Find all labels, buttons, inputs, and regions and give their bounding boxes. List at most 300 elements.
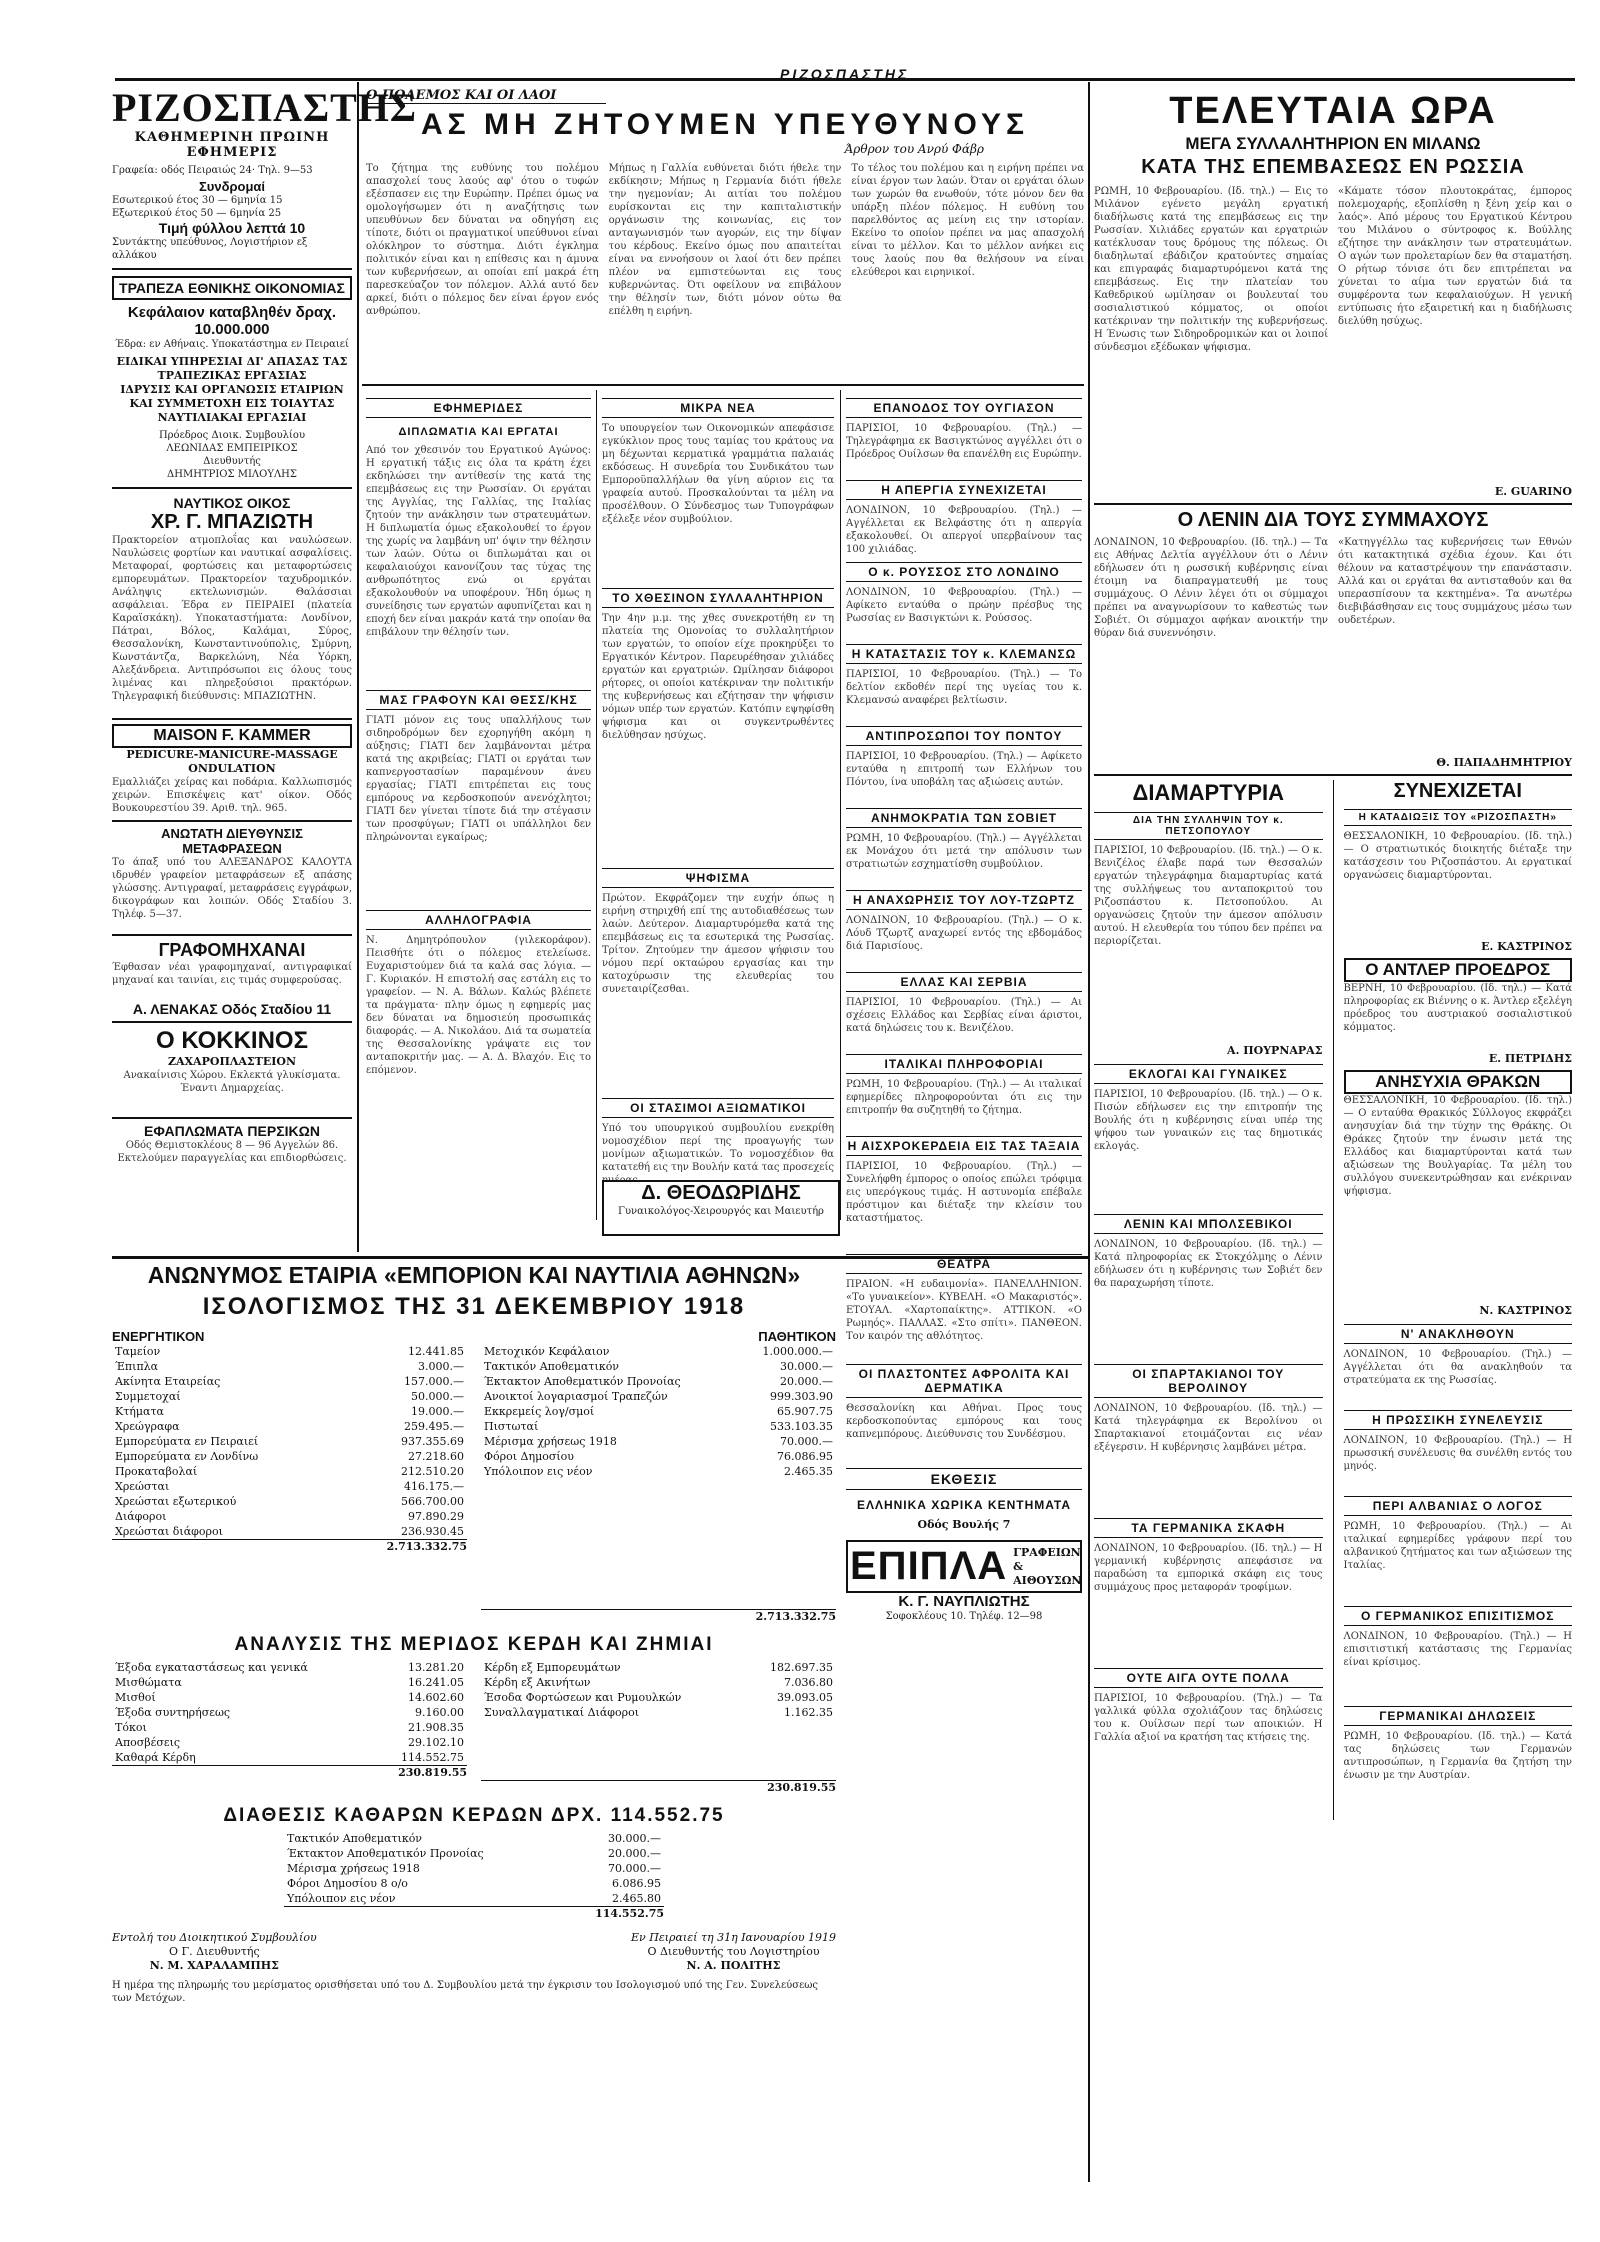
section-george: Η ΑΝΑΧΩΡΗΣΙΣ ΤΟΥ ΛΟΥ-ΤΖΩΡΤΖ — [846, 890, 1082, 910]
liabilities-row — [481, 1449, 836, 1464]
assets-row-label: Χρεώσται — [115, 1480, 170, 1493]
liabilities-row-amount: 30.000.— — [780, 1360, 833, 1373]
continues-headline: ΣΥΝΕΧΙΖΕΤΑΙ — [1393, 780, 1522, 802]
lead-article — [366, 88, 1084, 388]
section-officials: ΟΙ ΣΤΑΣΙΜΟΙ ΑΞΙΩΜΑΤΙΚΟΙ — [602, 1098, 834, 1118]
rugs-address: Οδός Βουλής 7 — [917, 1518, 1011, 1531]
section-newspapers: ΕΦΗΜΕΡΙΔΕΣ — [366, 398, 591, 418]
george-text: ΛΟΝΔΙΝΟΝ, 10 Φεβρουαρίου. (Τηλ.) — Ο κ. Λόυδ Τζωρτζ αναχωρεί εντός της εβδομάδος διά Παρισίους. — [846, 915, 1082, 952]
liabilities-row-label: Έκτακτον Αποθεματικόν Προνοίας — [484, 1375, 681, 1388]
balance-title: ΙΣΟΛΟΓΙΣΜΟΣ ΤΗΣ 31 ΔΕΚΕΜΒΡΙΟΥ 1918 — [202, 1293, 746, 1320]
subscription-head: Συνδρομαί — [198, 179, 266, 194]
pl-right-row — [481, 1675, 836, 1690]
bank-line-3: ΝΑΥΤΙΛΙΑΚΑΙ ΕΡΓΑΣΙΑΙ — [157, 411, 307, 424]
divider — [112, 268, 352, 270]
german-ships-text: ΛΟΝΔΙΝΟΝ, 10 Φεβρουαρίου. (Ιδ. τηλ.) — Η γερμανική κυβέρνησις απεφάσισε να παραδώση τα εμπορικά σκάφη εις τους συμμάχους προς μεταφοράν τροφίμων. — [1094, 1543, 1323, 1593]
assets-row-amount: 12.441.85 — [408, 1345, 464, 1358]
section-serbia: ΕΛΛΑΣ ΚΑΙ ΣΕΡΒΙΑ — [846, 972, 1082, 992]
thrace-headline: ΑΝΗΣΥΧΙΑ ΘΡΑΚΩΝ — [1344, 1070, 1573, 1094]
pl-left-row-label: Έξοδα εγκαταστάσεως και γενικά — [115, 1661, 308, 1674]
protest-text: ΠΑΡΙΣΙΟΙ, 10 Φεβρουαρίου. (Ιδ. τηλ.) — Ο κ. Βενιζέλος έλαβε παρά των Θεσσαλών εργατών τηλεγράφημα διαμαρτυρίας κατά της συλλήψεως του ανταποκριτού του Ριζοσπάστου κ. Πετσοπούλου. Αι οργανώσεις ζητούν την άμεσον απόλυσιν αυτού. Η ελευθερία του τύπου δεν πρέπει να περιορίζεται. — [1094, 845, 1323, 947]
assets-row-amount: 157.000.— — [404, 1375, 464, 1388]
naval-title: ΝΑΥΤΙΚΟΣ ΟΙΚΟΣ — [173, 495, 291, 511]
milan-headline-2: ΚΑΤΑ ΤΗΣ ΕΠΕΜΒΑΣΕΩΣ ΕΝ ΡΩΣΣΙΑ — [1141, 156, 1525, 178]
assets-row — [112, 1344, 467, 1359]
signature-kastrinos: Ε. ΚΑΣΤΡΙΝΟΣ — [1481, 940, 1572, 953]
assets-row-amount: 212.510.20 — [401, 1465, 464, 1478]
assets-row-amount: 937.355.69 — [401, 1435, 464, 1448]
assets-row-amount: 566.700.00 — [401, 1495, 464, 1508]
persian-title: ΕΦΑΠΛΩΜΑΤΑ ΠΕΡΣΙΚΩΝ — [144, 1123, 320, 1139]
right-lower-right — [1344, 780, 1573, 1820]
assets-row-amount: 50.000.— — [411, 1390, 464, 1403]
not-so-much-text: ΠΑΡΙΣΙΟΙ, 10 Φεβρουαρίου. (Τηλ.) — Τα γαλλικά φύλλα σχολιάζουν τας δηλώσεις του κ. Ουίλσων περί των αποικιών. Η Γαλλία αξιοί να κρατήση τας κτήσεις της. — [1094, 1693, 1323, 1743]
section-german-decl: ΓΕΡΜΑΝΙΚΑΙ ΔΗΛΩΣΕΙΣ — [1344, 1706, 1573, 1726]
maccabee-text: ΓΙΑΤΙ μόνον εις τους υπαλλήλους των σιδηροδρόμων δεν εχορηγήθη ακόμη η αύξησις; ΓΙΑΤΙ δεν λαμβάνονται μέτρα κατά της ακριβείας; ΓΙΑΤΙ οι εργάται των καπνεργοστασίων παραμένουν άνευ εργασίας; ΓΙΑΤΙ επιτρέπεται εις τους εμπόρους να κερδοσκοπούν ανενόχλητοι; ΓΙΑΤΙ δεν γίνεται τίποτε διά την στέγασιν των προσφύγων; ΓΙΑΤΙ οι υπάλληλοι δεν πληρώνονται εγκαίρως; — [366, 715, 591, 843]
news-column-c — [846, 392, 1082, 1622]
dist-row — [284, 1831, 664, 1846]
footer-right-2: Ο Διευθυντής του Λογιστηρίου — [647, 1945, 820, 1958]
assets-row-amount: 27.218.60 — [408, 1450, 464, 1463]
section-german-mob: Ο ΓΕΡΜΑΝΙΚΟΣ ΕΠΙΣΙΤΙΣΜΟΣ — [1344, 1606, 1573, 1626]
pl-right-row — [481, 1690, 836, 1705]
naval-text: Πρακτορείον ατμοπλοΐας και ναυλώσεων. Ναυλώσεις φορτίων και ναυτικαί ασφαλίσεις. Μεταφοραί, φορτώσεις και μεταφορτώσεις εμπορευμάτων. Πρακτορείον ταχυδρομικόν. Ανάληψις εκτελωνισμών. Θαλάσσιαι ασφάλειαι. Έδρα εν ΠΕΙΡΑΙΕΙ (πλατεία Καραϊσκάκη). Υποκαταστήματα: Λονδίνον, Πάτραι, Βόλος, Καλάμαι, Σύρος, Θεσσαλονίκη, Κωνσταντινούπολις, Σμύρνη, Κωνστάντζα, Βαρκελώνη, Νέα Υόρκη, Αλεξάνδρεια. Αντιπρόσωποι εις όλους τους λιμένας και πληρεξούσιοι πρακτόρων. Τηλεγραφική διεύθυνσις: ΜΠΑΖΙΩΤΗΝ. — [112, 535, 352, 702]
liabilities-row — [481, 1419, 836, 1434]
kokkinos-text: Ανακαίνισις Χώρου. Εκλεκτά γλυκίσματα. Έναντι Δημαρχείας. — [123, 1070, 341, 1094]
assets-row — [112, 1449, 467, 1464]
masthead-info: Γραφεία: οδός Πειραιώς 24· Τηλ. 9—53 — [112, 165, 313, 176]
divider — [112, 1021, 352, 1023]
pl-right-row-label: Συναλλαγματικαί Διάφοροι — [484, 1706, 640, 1719]
pollution-text: ΠΑΡΙΣΙΟΙ, 10 Φεβρουαρίου. (Τηλ.) — Συνελήφθη έμπορος ο οποίος επώλει τρόφιμα εις υπερόγκους τιμάς. Η αστυνομία επέβαλε πρόστιμον και διέταξε την κλείσιν του καταστήματος. — [846, 1161, 1082, 1224]
footer-left — [112, 1931, 317, 1973]
furniture-ad — [846, 1540, 1082, 1593]
pl-left-row — [112, 1720, 467, 1735]
spartacists-text: ΛΟΝΔΙΝΟΝ, 10 Φεβρουαρίου. (Ιδ. τηλ.) — Κατά τηλεγράφημα εκ Βερολίνου οι Σπαρτακιανοί ετοιμάζονται εις νέαν εξέγερσιν. Η κυβέρνησις λαμβάνει μέτρα. — [1094, 1403, 1323, 1453]
serbia-text: ΠΑΡΙΣΙΟΙ, 10 Φεβρουαρίου. (Τηλ.) — Αι σχέσεις Ελλάδος και Σερβίας είναι άριστοι, κατά δηλώσεις του κ. Βενιζέλου. — [846, 997, 1082, 1034]
pl-left-row — [112, 1735, 467, 1750]
vipsifos-text: Πρώτον. Εκφράζομεν την ευχήν όπως η ειρήνη στηριχθή επί της αυτοδιαθέσεως των λαών. Δεύτερον. Διαμαρτυρόμεθα κατά της επεμβάσεως εις τα εσωτερικά της Ρωσσίας. Τρίτον. Ζητούμεν την άμεσον ψήφισιν του νόμου περί οκταώρου εργασίας και την κατοχύρωσιν της ελευθερίας του συνεταιρίζεσθαι. — [602, 893, 834, 995]
pl-left-row — [112, 1750, 467, 1765]
liabilities-row-label: Μετοχικόν Κεφάλαιον — [484, 1345, 610, 1358]
pl-left-row-label: Μισθοί — [115, 1691, 156, 1704]
uitlanders-text: ΠΑΡΙΣΙΟΙ, 10 Φεβρουαρίου. (Τηλ.) — Τηλεγράφημα εκ Βασιγκτώνος αγγέλλει ότι ο Πρόεδρος Ουίλσων θα επανέλθη εις Ευρώπην. — [846, 423, 1082, 460]
pl-left-row — [112, 1660, 467, 1675]
dist-row — [284, 1876, 664, 1891]
pl-left-row-label: Αποσβέσεις — [115, 1736, 181, 1749]
divider — [1094, 774, 1572, 776]
lenin-columns — [1094, 536, 1572, 756]
assets-row — [112, 1524, 467, 1539]
pl-title: ΑΝΑΛΥΣΙΣ ΤΗΣ ΜΕΡΙΔΟΣ ΚΕΡΔΗ ΚΑΙ ΖΗΜΙΑΙ — [234, 1634, 714, 1655]
newspapers-text: Από τον χθεσινόν του Εργατικού Αγώνος: Η εργατική τάξις εις όλα τα κράτη έχει εκδηλώσει την αντίθεσίν της κατά της επεμβάσεως εις την Ρωσσίαν. Οι εργάται της Αγγλίας, της Γαλλίας, της Ιταλίας ζητούν την ανάκλησιν των στρατευμάτων. Η διπλωματία όμως εξακολουθεί το έργον της χωρίς να λαμβάνη υπ' όψιν την θέλησιν των λαών. Ούτω οι διπλωμάται και οι κεφαλαιούχοι κανονίζουν τας τύχας της ανθρωπότητος ενώ οι εργάται εξακολουθούν να υποφέρουν. Ήδη όμως η συνείδησις των εργατών αφυπνίζεται και η εποχή δεν είναι μακράν κατά την οποίαν θα επιβάλουν την θέλησίν των. — [366, 445, 591, 638]
bank-line-2: ΙΔΡΥΣΙΣ ΚΑΙ ΟΡΓΑΝΩΣΙΣ ΕΤΑΙΡΙΩΝ ΚΑΙ ΣΥΜΜΕΤΟΧΗ ΕΙΣ ΤΟΙΑΥΤΑΣ — [120, 383, 344, 410]
divider — [112, 820, 352, 822]
divider — [112, 487, 352, 489]
footer-line-2: Ο Γ. Διευθυντής — [169, 1945, 260, 1958]
translation-text: Το άπαξ υπό του ΑΛΕΞΑΝΔΡΟΣ ΚΑΛΟΥΤΑ ιδρυθέν γραφείον μεταφράσεων εξ απάσης γλώσσης. Αντιγραφαί, μεταφράσεις εγγράφων, δικογράφων και λοιπών. Οδός Σταδίου 3. Τηλέφ. 5—37. — [112, 857, 352, 920]
pl-left-row — [112, 1705, 467, 1720]
pl-left-row-label: Έξοδα συντηρήσεως — [115, 1706, 231, 1719]
liabilities-row-label: Υπόλοιπον εις νέον — [484, 1465, 593, 1478]
assets-total: 2.713.332.75 — [112, 1539, 467, 1554]
liabilities-row-label: Τακτικόν Αποθεματικόν — [484, 1360, 619, 1373]
section-german-ships: ΤΑ ΓΕΡΜΑΝΙΚΑ ΣΚΑΦΗ — [1094, 1518, 1323, 1538]
pl-left-row — [112, 1675, 467, 1690]
dist-row — [284, 1861, 664, 1876]
recognition-text: ΛΟΝΔΙΝΟΝ, 10 Φεβρουαρίου. (Τηλ.) — Αγγέλλεται ότι θα ανακληθούν τα στρατεύματα εκ της Ρωσσίας. — [1343, 1349, 1572, 1386]
furniture-ad-big: ΕΠΙΠΛΑ — [850, 1544, 1008, 1588]
liabilities-row-label: Ανοικτοί λογαριασμοί Τραπεζών — [484, 1390, 668, 1403]
pl-left-row-amount: 29.102.10 — [408, 1736, 464, 1749]
pl-right-block — [481, 1660, 836, 1795]
bank-board: Πρόεδρος Διοικ. Συμβουλίου ΛΕΩΝΙΔΑΣ ΕΜΠΕΙΡΙΚΟΣ Διευθυντής ΔΗΜΗΤΡΙΟΣ ΜΙΛΟΥΛΗΣ — [158, 430, 306, 480]
liabilities-row — [481, 1434, 836, 1449]
pl-left-row-amount: 13.281.20 — [408, 1661, 464, 1674]
persian-text: Οδός Θεμιστοκλέους 8 — 96 Αγγελών 86. Εκτελούμεν παραγγελίας και επιδιορθώσεις. — [117, 1140, 347, 1164]
footer-line-3: Ν. Μ. ΧΑΡΑΛΑΜΠΗΣ — [149, 1959, 279, 1972]
company-name: ΑΝΩΝΥΜΟΣ ΕΤΑΙΡΙΑ «ΕΜΠΟΡΙΟΝ ΚΑΙ ΝΑΥΤΙΛΙΑ ΑΘΗΝΩΝ» — [147, 1262, 801, 1288]
dist-row-label: Έκτακτον Αποθεματικόν Προνοίας — [287, 1847, 484, 1860]
adler-headline: Ο ΑΝΤΛΕΡ ΠΡΟΕΔΡΟΣ — [1344, 958, 1573, 982]
translation-title: ΑΝΩΤΑΤΗ ΔΙΕΥΘΥΝΣΙΣ ΜΕΤΑΦΡΑΣΕΩΝ — [161, 826, 303, 856]
liabilities-row — [481, 1404, 836, 1419]
masthead-subtitle: ΚΑΘΗΜΕΡΙΝΗ ΠΡΩΙΝΗ ΕΦΗΜΕΡΙΣ — [134, 130, 330, 160]
assets-row — [112, 1464, 467, 1479]
milan-headline: ΜΕΓΑ ΣΥΛΛΑΛΗΤΗΡΙΟΝ ΕΝ ΜΙΛΑΝΩ — [1185, 134, 1481, 153]
pl-left-row-label: Τόκοι — [115, 1721, 147, 1734]
signature-kastrinos-2: Ν. ΚΑΣΤΡΙΝΟΣ — [1479, 1304, 1572, 1317]
bank-title: ΤΡΑΠΕΖΑ ΕΘΝΙΚΗΣ ΟΙΚΟΝΟΜΙΑΣ — [112, 276, 352, 300]
assets-row-amount: 416.175.— — [404, 1480, 464, 1493]
pl-right-row — [481, 1660, 836, 1675]
price-line: Τιμή φύλλου λεπτά 10 — [158, 220, 306, 236]
liabilities-row-label: Εκκρεμείς λογ/σμοί — [484, 1405, 595, 1418]
dist-row-label: Μέρισμα χρήσεως 1918 — [287, 1862, 420, 1875]
liabilities-row-amount: 20.000.— — [780, 1375, 833, 1388]
assets-row-label: Διάφοροι — [115, 1510, 167, 1523]
section-russian: Ο κ. ΡΟΥΣΣΟΣ ΣΤΟ ΛΟΝΔΙΝΟ — [846, 562, 1082, 582]
lead-headline: ΑΣ ΜΗ ΖΗΤΟΥΜΕΝ ΥΠΕΥΘΥΝΟΥΣ — [421, 108, 1029, 141]
liabilities-head: ΠΑΘΗΤΙΚΟΝ — [758, 1329, 836, 1344]
liabilities-row-label: Φόροι Δημοσίου — [484, 1450, 574, 1463]
assets-row — [112, 1434, 467, 1449]
section-strike: Η ΑΠΕΡΓΙΑ ΣΥΝΕΧΙΖΕΤΑΙ — [846, 480, 1082, 500]
kammer-title: MAISON F. KAMMER — [112, 724, 352, 748]
russian-text: ΛΟΝΔΙΝΟΝ, 10 Φεβρουαρίου. (Τηλ.) — Αφίκετο ενταύθα ο πρώην πρέσβυς της Ρωσσίας εν Βασιγκτώνι κ. Ρούσσος. — [846, 587, 1082, 624]
pontus-text: ΠΑΡΙΣΙΟΙ, 10 Φεβρουαρίου. (Τηλ.) — Αφίκετο ενταύθα η επιτροπή των Ελλήνων του Πόντου, ίνα υποβάλη τας αξιώσεις αυτών. — [846, 751, 1082, 788]
pl-right-row-amount: 1.162.35 — [784, 1706, 833, 1719]
assets-row-label: Προκαταβολαί — [115, 1465, 198, 1478]
left-ads-column — [112, 85, 418, 1256]
top-rule — [115, 78, 1575, 81]
assets-row — [112, 1389, 467, 1404]
section-spartacists: ΟΙ ΣΠΑΡΤΑΚΙΑΝΟΙ ΤΟΥ ΒΕΡΟΛΙΝΟΥ — [1094, 1364, 1323, 1398]
assets-row-label: Ακίνητα Εταιρείας — [115, 1375, 221, 1388]
assets-row-label: Ταμείον — [115, 1345, 161, 1358]
elections-text: ΠΑΡΙΣΙΟΙ, 10 Φεβρουαρίου. (Ιδ. τηλ.) — Ο κ. Πισών εδήλωσεν εις την επιτροπήν της Βουλής ότι η κυβέρνησις είναι υπέρ της ψήφου των γυναικών εις τας δημοτικάς εκλογάς. — [1094, 1089, 1323, 1152]
assets-row-amount: 97.890.29 — [408, 1510, 464, 1523]
furniture-ad-name: Κ. Γ. ΝΑΥΠΛΙΩΤΗΣ — [898, 1593, 1030, 1610]
dist-table — [284, 1831, 664, 1906]
section-elections: ΕΚΛΟΓΑΙ ΚΑΙ ΓΥΝΑΙΚΕΣ — [1094, 1064, 1323, 1084]
pl-left-row — [112, 1690, 467, 1705]
divider — [112, 718, 352, 720]
liabilities-row-amount: 2.465.35 — [784, 1465, 833, 1478]
typewriter-address: Α. ΛΕΝΑΚΑΣ Οδός Σταδίου 11 — [132, 1001, 332, 1017]
section-pontus: ΑΝΤΙΠΡΟΣΩΠΟΙ ΤΟΥ ΠΟΝΤΟΥ — [846, 726, 1082, 746]
furniture-ad-address: Σοφοκλέους 10. Τηλέφ. 12—98 — [885, 1611, 1043, 1622]
lead-columns — [366, 162, 1084, 382]
pl-right-row-label: Κέρδη εξ Εμπορευμάτων — [484, 1661, 621, 1674]
adler-text: ΒΕΡΝΗ, 10 Φεβρουαρίου. (Ιδ. τηλ.) — Κατά πληροφορίας εκ Βιέννης ο κ. Άντλερ εξελέγη πρόεδρος του αυστριακού σοσιαλιστικού κόμματος. — [1343, 983, 1572, 1033]
dist-block — [284, 1831, 664, 1921]
pl-right-table — [481, 1660, 836, 1720]
assets-row — [112, 1479, 467, 1494]
signature-pournaras: Α. ΠΟΥΡΝΑΡΑΣ — [1227, 1044, 1323, 1057]
section-teacher-meeting: ΤΟ ΧΘΕΣΙΝΟΝ ΣΥΛΛΑΛΗΤΗΡΙΟΝ — [602, 588, 834, 608]
prussian-text: ΛΟΝΔΙΝΟΝ, 10 Φεβρουαρίου. (Τηλ.) — Η πρωσσική συνέλευσις θα συνέλθη εντός του μηνός. — [1343, 1435, 1572, 1472]
footer-right-3: Ν. Α. ΠΟΛΙΤΗΣ — [686, 1959, 781, 1972]
news-column-b — [602, 392, 834, 1222]
assets-block — [112, 1329, 467, 1624]
assets-head: ΕΝΕΡΓΗΤΙΚΟΝ — [112, 1329, 205, 1344]
typewriter-title: ΓΡΑΦΟΜΗΧΑΝΑΙ — [158, 940, 306, 960]
column-rule — [1333, 780, 1334, 1820]
liabilities-row-amount: 999.303.90 — [770, 1390, 833, 1403]
kammer-text: Εμαλλιάζει χείρας και ποδάρια. Καλλωπισμός χειρών. Επισκέψεις κατ' οίκον. Οδός Βουκουρεστίου 39. Αριθ. τηλ. 965. — [112, 777, 352, 814]
protest-headline: ΔΙΑΜΑΡΤΥΡΙΑ — [1132, 780, 1284, 805]
strike-text: ΛΟΝΔΙΝΟΝ, 10 Φεβρουαρίου. (Τηλ.) — Αγγέλλεται εκ Βελφάστης ότι η απεργία εξακολουθεί. Οι απεργοί υπερβαίνουν τας 100 χιλιάδας. — [846, 505, 1082, 555]
liabilities-row — [481, 1374, 836, 1389]
bank-address: Έδρα: εν Αθήναις. Υποκατάστημα εν Πειραιεί — [115, 339, 349, 350]
dist-row-label: Τακτικόν Αποθεματικόν — [287, 1832, 422, 1845]
lenin-text-2: «Κατηγγέλλω τας κυβερνήσεις των Εθνών ότι κατακτητικά σχέδια έχουν. Και ότι θέλουν να καταστρέψουν την επανάστασιν. Αλλά και οι εργάται θα αντισταθούν και θα υπερασπίσουν τα κεκτημένα». Τα ανωτέρω διεβιβάσθησαν εις τους συμμάχους μέσω των ουδετέρων. — [1338, 537, 1572, 626]
theodoridis-name: Δ. ΘΕΟΔΩΡΙΔΗΣ — [641, 1182, 801, 1204]
section-albania: ΠΕΡΙ ΑΛΒΑΝΙΑΣ Ο ΛΟΓΟΣ — [1344, 1496, 1573, 1516]
pl-left-block — [112, 1660, 467, 1795]
liabilities-row — [481, 1464, 836, 1479]
bank-capital: Κεφάλαιον καταβληθέν δραχ. 10.000.000 — [127, 304, 337, 338]
pl-left-row-amount: 9.160.00 — [415, 1706, 464, 1719]
column-rule — [1088, 82, 1090, 2182]
balance-note: Η ημέρα της πληρωμής του μερίσματος ορισθήσεται υπό του Δ. Συμβουλίου μετά την έγκρισιν του Ισολογισμού υπό της Γεν. Συνελεύσεως των Μετόχων. — [112, 1980, 819, 2004]
assets-row — [112, 1374, 467, 1389]
section-allegro: ΑΛΛΗΛΟΓΡΑΦΙΑ — [366, 910, 591, 930]
dist-row-amount: 2.465.80 — [612, 1892, 661, 1905]
pl-right-row-amount: 7.036.80 — [784, 1676, 833, 1689]
assets-row — [112, 1404, 467, 1419]
furniture-note-text: Θεσσαλονίκη και Αθήναι. Προς τους κερδοσκοπούντας εμπόρους και τους καπνεμπόρους. Διεύθυνσις του Συνδέσμου. — [846, 1403, 1082, 1440]
signature-petridis: Ε. ΠΕΤΡΙΔΗΣ — [1488, 1052, 1572, 1065]
liabilities-row-label: Μέρισμα χρήσεως 1918 — [484, 1435, 617, 1448]
bank-line-1: ΕΙΔΙΚΑΙ ΥΠΗΡΕΣΙΑΙ ΔΙ' ΑΠΑΣΑΣ ΤΑΣ ΤΡΑΠΕΖΙΚΑΣ ΕΡΓΑΣΙΑΣ — [116, 355, 348, 382]
assets-row-label: Χρεώγραφα — [115, 1420, 180, 1433]
pl-left-table — [112, 1660, 467, 1765]
assets-row-amount: 236.930.45 — [401, 1525, 464, 1538]
masthead-footnote: Συντάκτης υπεύθυνος, Λογιστήριον εξ αλλάκου — [112, 237, 308, 261]
dist-title: ΔΙΑΘΕΣΙΣ ΚΑΘΑΡΩΝ ΚΕΡΔΩΝ ΔΡΧ. 114.552.75 — [223, 1805, 725, 1826]
kammer-sub: PEDICURE-MANICURE-MASSAGE ONDULATION — [126, 748, 338, 775]
officials-text: Υπό του υπουργικού συμβουλίου ενεκρίθη νομοσχέδιον περί της προαγωγής των μονίμων αξιωματικών. Το νομοσχέδιον θα κατατεθή εις την Βουλήν κατά τας προσεχείς — [602, 1123, 834, 1173]
liabilities-row — [481, 1359, 836, 1374]
dist-row-amount: 6.086.95 — [612, 1877, 661, 1890]
liabilities-row-amount: 76.086.95 — [777, 1450, 833, 1463]
pl-left-row-label: Καθαρά Κέρδη — [115, 1751, 196, 1764]
signature-guarino: Ε. GUARINO — [1494, 485, 1572, 498]
dist-row — [284, 1891, 664, 1906]
section-pollution: Η ΑΙΣΧΡΟΚΕΡΔΕΙΑ ΕΙΣ ΤΑΣ ΤΑΞΑΙΑ — [846, 1136, 1082, 1156]
liabilities-total: 2.713.332.75 — [481, 1609, 836, 1624]
right-lower-left — [1094, 780, 1323, 1820]
lenin-bolsheviks-text: ΛΟΝΔΙΝΟΝ, 10 Φεβρουαρίου. (Ιδ. τηλ.) — Κατά πληροφορίας εκ Στοκχόλμης ο Λένιν εδήλωσεν ότι η κυβέρνησις των Σοβιέτ δεν θα παραχωρήση τίποτε. — [1094, 1239, 1323, 1289]
milan-text-1: ΡΩΜΗ, 10 Φεβρουαρίου. (Ιδ. τηλ.) — Εις το Μιλάνον εγένετο μεγάλη εργατική διαδήλωσις κατά της επεμβάσεως εις την Ρωσσίαν. Χιλιάδες εργατών και εργατριών κατέκλυσαν τους δρόμους της πόλεως. Οι διαδηλωταί εβάδιζον κρατούντες σημαίας και επιγραφάς διαμαρτυρόμενοι κατά της επεμβάσεως. Εις την πλατείαν του Καθεδρικού ωμίλησαν οι βουλευταί του σοσιαλιστικού κόμματος, οι οποίοι κατέκριναν την πολιτικήν της κυβερνήσεως. Η Ένωσις των Σιδηροδρομικών και οι λοιποί σύνδεσμοι εξέδωκαν ψήφισμα. — [1094, 186, 1328, 353]
pl-right-row-label: Κέρδη εξ Ακινήτων — [484, 1676, 591, 1689]
section-theatre: ΘΕΑΤΡΑ — [846, 1254, 1082, 1274]
balance-sheet — [112, 1262, 836, 2222]
lead-kicker: Ο ΠΟΛΕΜΟΣ ΚΑΙ ΟΙ ΛΑΟΙ — [366, 88, 606, 104]
dist-row-amount: 20.000.— — [608, 1847, 661, 1860]
assets-row — [112, 1494, 467, 1509]
column-rule — [840, 390, 841, 1220]
right-column — [1094, 90, 1572, 2190]
assets-row-label: Εμπορεύματα εν Λονδίνω — [115, 1450, 259, 1463]
footer-right-1: Εν Πειραιεί τη 31η Ιανουαρίου 1919 — [631, 1931, 836, 1944]
pl-right-row-amount: 182.697.35 — [770, 1661, 833, 1674]
assets-row — [112, 1359, 467, 1374]
liabilities-row — [481, 1389, 836, 1404]
naval-name: ΧΡ. Γ. ΜΠΑΖΙΩΤΗ — [150, 511, 314, 533]
assets-row — [112, 1509, 467, 1524]
assets-row-label: Έπιπλα — [115, 1360, 159, 1373]
section-italian: ΙΤΑΛΙΚΑΙ ΠΛΗΡΟΦΟΡΙΑΙ — [846, 1054, 1082, 1074]
assets-row-amount: 19.000.— — [411, 1405, 464, 1418]
section-soviets: ΑΝΗΜΟΚΡΑΤΙΑ ΤΩΝ ΣΟΒΙΕΤ — [846, 808, 1082, 828]
section-uitlanders: ΕΠΑΝΟΔΟΣ ΤΟΥ ΟΥΓΙΑΣΟΝ — [846, 398, 1082, 418]
liabilities-row-amount: 1.000.000.— — [762, 1345, 833, 1358]
liabilities-row — [481, 1344, 836, 1359]
section-newspapers-sub: ΔΙΠΛΩΜΑΤΙΑ ΚΑΙ ΕΡΓΑΤΑΙ — [398, 426, 559, 438]
typewriter-text: Έφθασαν νέαι γραφομηχαναί, αντιγραφικαί μηχαναί και ταινίαι, εις τιμάς συμφερούσας. — [112, 962, 352, 986]
balance-top-rule — [112, 1256, 1088, 1259]
column-rule — [596, 390, 597, 1220]
signature-papadimitriou: Θ. ΠΑΠΑΔΗΜΗΤΡΙΟΥ — [1436, 756, 1572, 769]
balance-footer — [112, 1931, 836, 1973]
german-mob-text: ΛΟΝΔΙΝΟΝ, 10 Φεβρουαρίου. (Τηλ.) — Η επισιτιστική κατάστασις της Γερμανίας είναι κρίσιμος. — [1343, 1631, 1572, 1668]
column-rule — [357, 82, 359, 1252]
balance-tables — [112, 1329, 836, 1624]
pl-right-row — [481, 1705, 836, 1720]
footer-line-1: Εντολή του Διοικητικού Συμβουλίου — [112, 1931, 317, 1944]
section-not-so-much: ΟΥΤΕ ΑΙΓΑ ΟΥΤΕ ΠΟΛΛΑ — [1094, 1668, 1323, 1688]
subscription-table: Εσωτερικού έτος 30 — 6μηνία 15 Εξωτερικού έτος 50 — 6μηνία 25 — [112, 195, 283, 219]
soviets-text: ΡΩΜΗ, 10 Φεβρουαρίου. (Τηλ.) — Αγγέλλεται εκ Μονάχου ότι μετά την απόλυσιν των στρατιωτών εσχηματίσθη συμβούλιον. — [846, 833, 1082, 870]
continues-text: ΘΕΣΣΑΛΟΝΙΚΗ, 10 Φεβρουαρίου. (Ιδ. τηλ.) — Ο στρατιωτικός διοικητής διέταξε την κατάσχεσιν του Ριζοσπάστου. Αι εργατικαί οργανώσεις διαμαρτύρονται. — [1343, 831, 1572, 881]
pl-left-total: 230.819.55 — [112, 1765, 467, 1780]
theodoridis-line: Γυναικολόγος-Χειρουργός και Μαιευτήρ — [618, 1206, 824, 1217]
lead-bottom-rule — [362, 384, 1084, 386]
theatre-text: ΠΡΑΙΟΝ. «Η ευδαιμονία». ΠΑΝΕΛΛΗΝΙΟΝ. «Το γυναικείον». ΚΥΒΕΛΗ. «Ο Μακαριστός». ΕΤΟΥΑΛ. «Χαρτοπαίκτης». ΑΤΤΙΚΟΝ. «Ο Ρωμηός». ΠΑΛΛΑΣ. «Στο σπίτι». ΠΑΝΘΕΟΝ. Τον καιρόν της αθλότητος. — [846, 1279, 1082, 1342]
dist-row-label: Υπόλοιπον εις νέον — [287, 1892, 396, 1905]
liabilities-block — [481, 1329, 836, 1624]
section-rugs: ΕΛΛΗΝΙΚΑ ΧΩΡΙΚΑ ΚΕΝΤΗΜΑΤΑ — [856, 1498, 1072, 1512]
divider — [112, 1117, 352, 1119]
german-decl-text: ΡΩΜΗ, 10 Φεβρουαρίου. (Ιδ. τηλ.) — Κατά τας δηλώσεις των Γερμανών αντιπροσώπων, η Γερμανία θα ζητήση την ένωσιν με την Αυστρίαν. — [1343, 1731, 1572, 1781]
albania-text: ΡΩΜΗ, 10 Φεβρουαρίου. (Τηλ.) — Αι ιταλικαί εφημερίδες γράφουν περί του αλβανικού ζητήματος και των αξιώσεων της Ιταλίας. — [1343, 1521, 1572, 1571]
dist-row — [284, 1846, 664, 1861]
pl-right-row-amount: 39.093.05 — [777, 1691, 833, 1704]
theodoridis-ad — [602, 1180, 840, 1236]
kokkinos-title: Ο ΚΟΚΚΙΝΟΣ — [156, 1027, 308, 1054]
continues-sub: Η ΚΑΤΑΔΙΩΞΙΣ ΤΟΥ «ΡΙΖΟΣΠΑΣΤΗ» — [1344, 809, 1573, 826]
assets-row — [112, 1419, 467, 1434]
assets-row-label: Κτήματα — [115, 1405, 164, 1418]
small-news-text: Το υπουργείον των Οικονομικών απεφάσισε εγκύκλιον προς τους ταμίας του κράτους να μη δέχωνται κερματικά γραμμάτια παλαιάς εκδόσεως. Η συνεδρία του Συνδικάτου των Εμποροϋπαλλήλων θα γίνη αύριον εις τα γραφεία αυτού. Προσκαλούνται τα μέλη να προσέλθουν. Ο Σύνδεσμος των Τυπογράφων εξέλεξε νέον συμβούλιον. — [602, 423, 834, 525]
running-head: ΡΙΖΟΣΠΑΣΤΗΣ — [780, 66, 910, 82]
lenin-text-1: ΛΟΝΔΙΝΟΝ, 10 Φεβρουαρίου. (Ιδ. τηλ.) — Τα εις Αθήνας Δελτία αγγέλλουν ότι ο Λένιν εδήλωσεν ότι η ρωσσική κυβέρνησις είναι έτοιμη να διαπραγματευθή με τους συμμάχους. Ο Λένιν λέγει ότι οι σύμμαχοι πρέπει να αναγνωρίσουν το καθεστώς των Σοβιέτ. Οι σύμμαχοι αφήκαν ανοικτήν την θύραν διά συνεννόησιν. — [1094, 537, 1328, 639]
section-exhibition: ΕΚΘΕΣΙΣ — [846, 1468, 1082, 1490]
section-clemenceau: Η ΚΑΤΑΣΤΑΣΙΣ ΤΟΥ κ. ΚΛΕΜΑΝΣΩ — [846, 644, 1082, 664]
section-vipsifos: ΨΗΦΙΣΜΑ — [602, 868, 834, 888]
dist-total: 114.552.75 — [284, 1906, 664, 1921]
pl-left-row-amount: 21.908.35 — [408, 1721, 464, 1734]
milan-columns — [1094, 185, 1572, 485]
dist-row-amount: 30.000.— — [608, 1832, 661, 1845]
section-maccabee: ΜΑΣ ΓΡΑΦΟΥΝ ΚΑΙ ΘΕΣΣ/ΚΗΣ — [366, 690, 591, 710]
lead-text-3: Το τέλος του πολέμου και η ειρήνη πρέπει να είναι έργον των λαών. Όταν οι εργάται όλων των χωρών θα ενωθούν, τότε μόνον δεν θα υπάρξη πλέον πόλεμος. Η ευθύνη του παρελθόντος ας μείνη εις την ιστορίαν. Εκείνο το οποίον πρέπει να μας απασχολή είναι το μέλλον. Και το μέλλον ανήκει εις τους λαούς που θα θελήσουν να είναι ελεύθεροι και ειρηνικοί. — [851, 163, 1085, 278]
divider — [112, 934, 352, 936]
section-small-news: ΜΙΚΡΑ ΝΕΑ — [602, 398, 834, 418]
assets-row-label: Εμπορεύματα εν Πειραιεί — [115, 1435, 259, 1448]
liabilities-row-amount: 533.103.35 — [770, 1420, 833, 1433]
pl-left-row-amount: 114.552.75 — [401, 1751, 464, 1764]
pl-right-total: 230.819.55 — [481, 1780, 836, 1795]
assets-row-amount: 259.495.— — [404, 1420, 464, 1433]
assets-row-label: Συμμετοχαί — [115, 1390, 181, 1403]
dist-row-label: Φόροι Δημοσίου 8 ο/ο — [287, 1877, 408, 1890]
assets-row-amount: 3.000.— — [418, 1360, 464, 1373]
lead-text-2: Μήπως η Γαλλία ευθύνεται διότι ήθελε την εκδίκησιν; Μήπως η Γερμανία διότι ήθελε την ηγεμονίαν; Αι αιτίαι του πολέμου ευρίσκονται εις την καπιταλιστικήν οργάνωσιν της κοινωνίας, εις τον ανταγωνισμόν των αγορών, εις την δίψαν του κέρδους. Εκείνο όμως που απαιτείται είναι να εννοήσουν οι λαοί ότι δεν πρέπει πλέον να εμπιστεύωνται εις τους κυβερνώντας. Ότι οφείλουν να επιβάλουν την θέλησίν των, διότι μόνον ούτω θα επέλθη η ειρήνη. — [608, 163, 842, 317]
pl-right-row-label: Έσοδα Φορτώσεων και Ρυμουλκών — [484, 1691, 682, 1704]
assets-row-label: Χρεώσται εξωτερικού — [115, 1495, 237, 1508]
lenin-headline: Ο ΛΕΝΙΝ ΔΙΑ ΤΟΥΣ ΣΥΜΜΑΧΟΥΣ — [1177, 509, 1489, 531]
dist-row-amount: 70.000.— — [608, 1862, 661, 1875]
clemenceau-text: ΠΑΡΙΣΙΟΙ, 10 Φεβρουαρίου. (Τηλ.) — Το δελτίον εκδοθέν περί της υγείας του κ. Κλεμανσώ αναφέρει βελτίωσιν. — [846, 669, 1082, 706]
lead-byline: Άρθρον του Ανρύ Φάβρ — [844, 142, 984, 156]
lead-text-1: Το ζήτημα της ευθύνης του πολέμου απασχολεί τους λαούς αφ' ότου ο τυφών εξέσπασεν εις την Ευρώπην. Πρέπει όμως να ομολογήσωμεν ότι η αναζήτησις των υπευθύνων δεν δύναται να οδηγήση εις τίποτε, διότι οι πραγματικοί υπεύθυνοι είναι ολόκληρον το σύστημα. Διότι έγκλημα πολιτικόν είναι και η επίθεσις και η άμυνα των κυβερνήσεων, αι οποίαι επί μακρά έτη παρεσκεύαζον τον πόλεμον. Αλλά αυτό δεν αρκεί, διότι ο πόλεμος δεν είναι έργον ενός ανθρώπου. — [366, 163, 599, 317]
pl-left-row-amount: 16.241.05 — [408, 1676, 464, 1689]
protest-sub: ΔΙΑ ΤΗΝ ΣΥΛΛΗΨΙΝ ΤΟΥ κ. ΠΕΤΣΟΠΟΥΛΟΥ — [1094, 812, 1323, 840]
teacher-meeting-text: Την 4ην μ.μ. της χθες συνεκροτήθη εν τη πλατεία της Ομονοίας το συλλαλητήριον των εργατών, το οποίον είχε προκηρύξει το Εργατικόν Κέντρον. Παρευρέθησαν χιλιάδες εργατών και εργατριών. Ωμίλησαν διάφοροι ρήτορες, οι οποίοι κατέκριναν την πολιτικήν της κυβερνήσεως και εζήτησαν την ψήφισιν νόμων υπέρ των εργατών. Κατόπιν εψηφίσθη ψήφισμα και οι συγκεντρωθέντες διελύθησαν ησύχως. — [602, 613, 834, 741]
milan-text-2: «Κάματε τόσον πλουτοκράτας, έμπορος πολεμοχαρής, εξοπλίσθη η ξένη χείρ και ο λαός». Από μέρους του Εργατικού Κέντρου του Μιλάνου ο σύντροφος κ. Βούλλης εζήτησε την ανάκλησιν των στρατευμάτων. Ο αγών των προλεταρίων δεν θα σταματήση. Ο ρήτωρ τόνισε ότι δεν επιτρέπεται να χύνεται το αίμα των εργατών διά τα συμφέροντα των κεφαλαιούχων. Η γενική εντύπωσις ήτο εξαιρετική και η διαδήλωσις διελύθη ησύχως. — [1338, 186, 1572, 327]
last-hour-banner: ΤΕΛΕΥΤΑΙΑ ΩΡΑ — [1169, 90, 1497, 132]
pl-left-row-label: Μισθώματα — [115, 1676, 182, 1689]
pl-tables — [112, 1660, 836, 1795]
news-column-a — [366, 392, 591, 1222]
section-recognition: Ν' ΑΝΑΚΛΗΘΟΥΝ — [1344, 1324, 1573, 1344]
pl-left-row-amount: 14.602.60 — [408, 1691, 464, 1704]
assets-row-label: Χρεώσται διάφοροι — [115, 1525, 223, 1538]
divider — [1094, 503, 1572, 505]
right-lower-columns — [1094, 780, 1572, 1820]
liabilities-row-amount: 65.907.75 — [777, 1405, 833, 1418]
liabilities-row-amount: 70.000.— — [780, 1435, 833, 1448]
assets-table — [112, 1344, 467, 1539]
section-lenin-bolsheviks: ΛΕΝΙΝ ΚΑΙ ΜΠΟΛΣΕΒΙΚΟΙ — [1094, 1214, 1323, 1234]
section-prussian: Η ΠΡΩΣΣΙΚΗ ΣΥΝΕΛΕΥΣΙΣ — [1344, 1410, 1573, 1430]
masthead-title: ΡΙΖΟΣΠΑΣΤΗΣ — [112, 85, 418, 130]
italian-text: ΡΩΜΗ, 10 Φεβρουαρίου. (Τηλ.) — Αι ιταλικαί εφημερίδες πληροφορούνται ότι εις την επιτροπήν θα συζητηθή το ζήτημα. — [846, 1079, 1082, 1116]
